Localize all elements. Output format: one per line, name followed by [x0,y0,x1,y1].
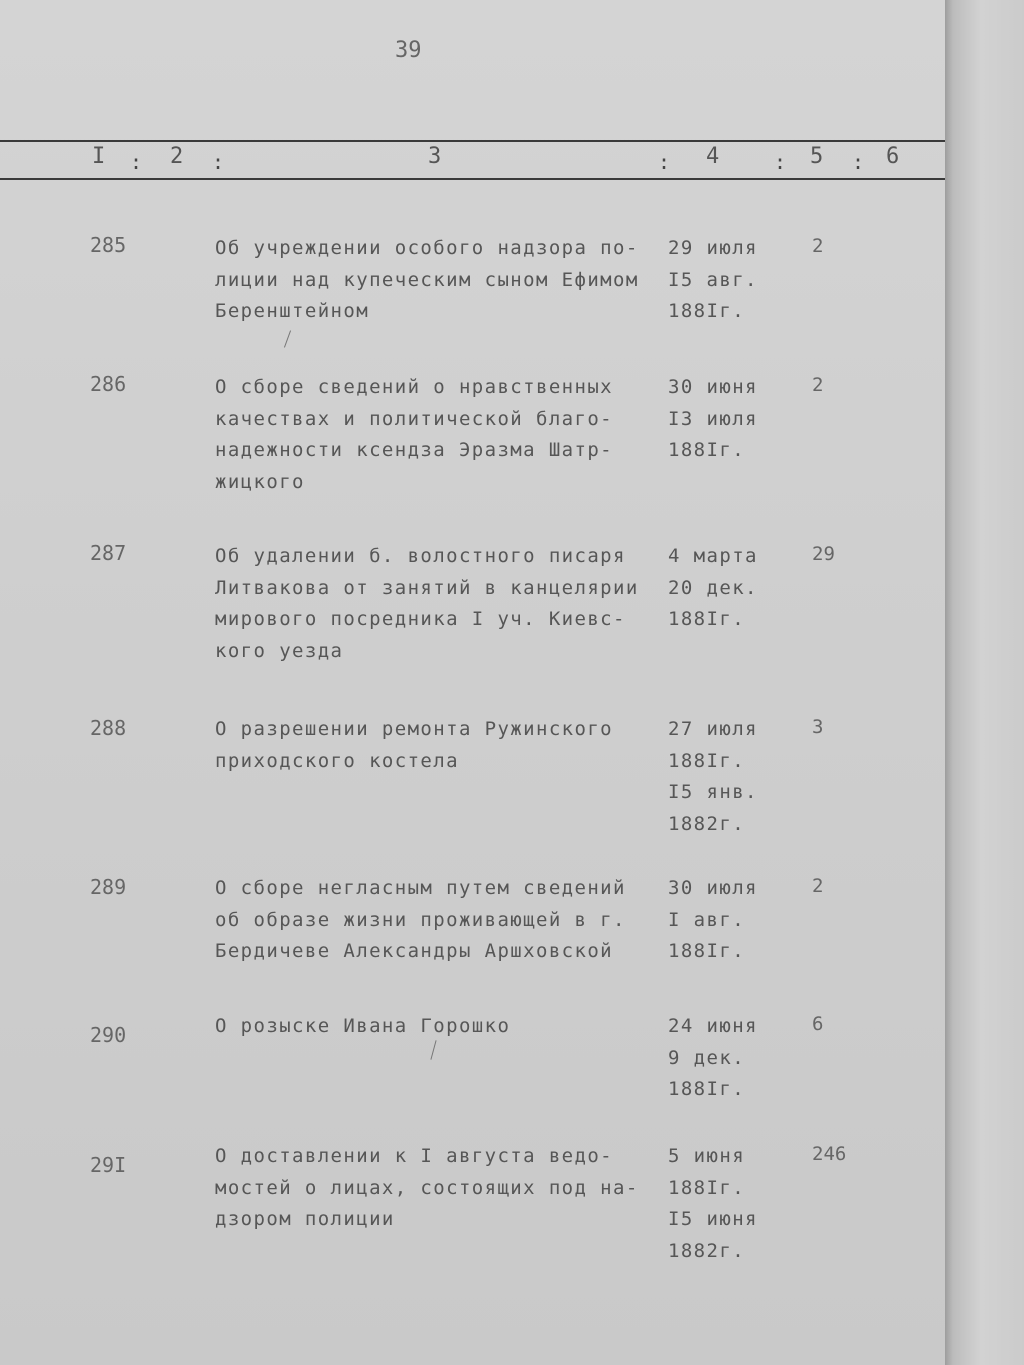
entry-title-line: кого уезда [215,639,344,662]
entry-title-line: об образе жизни проживающей в г. [215,908,626,931]
entry-number: 285 [90,233,127,257]
entry-title-line: О доставлении к I августа ведо- [215,1145,614,1167]
entry-number: 286 [90,372,127,396]
entry-number: 290 [90,1023,127,1047]
page-edge [945,0,1024,1365]
entry-date-line: 9 дек. [668,1046,746,1069]
entry-date-line: 1882г. [668,1239,746,1262]
entry-sheet-count: 246 [812,1143,847,1165]
column-header-6: 6 [886,144,900,169]
entry-sheet-count: 2 [812,875,824,897]
entry-title-line: Литвакова от занятий в канцелярии [215,576,639,599]
column-header-5: 5 [810,144,824,169]
column-header-4: 4 [706,144,720,169]
column-separator: : [658,150,671,174]
entry-title [215,1141,665,1236]
entry-title-line: качествах и политической благо- [215,407,614,430]
entry-date-line: I5 янв. [668,781,758,803]
entry-date-line: 188Iг. [668,1176,746,1199]
entry-date-line: I5 авг. [668,268,758,291]
entry-date-line: 188Iг. [668,1078,746,1100]
entry-title [215,541,665,667]
entry-title-line: жицкого [215,470,305,493]
entry-date-line: I5 июня [668,1208,758,1230]
entry-sheet-count: 2 [812,374,824,396]
entry-dates [668,372,798,467]
entry-title [215,714,665,777]
column-header-2: 2 [170,144,184,169]
entry-title-line: Об удалении б. волостного писаря [215,545,626,567]
column-header-3: 3 [428,144,442,169]
entry-title-line: мостей о лицах, состоящих под на- [215,1176,639,1199]
entry-title-line: О разрешении ремонта Ружинского [215,718,614,740]
entry-title-line: надежности ксендза Эразма Шатр- [215,439,614,461]
entry-date-line: 4 марта [668,545,758,567]
column-header-1: I [92,144,106,169]
entry-number: 288 [90,716,127,740]
entry-date-line: 188Iг. [668,940,746,962]
header-top-rule [0,140,945,142]
entry-title-line: Бердичеве Александры Аршховской [215,940,614,962]
entry-date-line: 188Iг. [668,749,746,772]
entry-date-line: 30 июня [668,376,758,398]
entry-date-line: 27 июля [668,718,758,740]
entry-dates [668,1011,798,1106]
entry-date-line: 20 дек. [668,576,758,599]
pencil-mark [430,1040,436,1060]
entry-number: 29I [90,1153,127,1177]
entry-dates [668,233,798,328]
entry-title [215,873,665,968]
entry-title-line: приходского костела [215,749,459,772]
entry-title-line: Беренштейном [215,300,370,322]
column-separator: : [774,150,787,174]
entry-title [215,372,665,498]
entry-title-line: Об учреждении особого надзора по- [215,237,639,259]
entry-number: 289 [90,875,127,899]
entry-title-line: дзором полиции [215,1208,395,1230]
entry-number: 287 [90,541,127,565]
entry-dates [668,1141,798,1267]
entry-title [215,233,665,328]
entry-title-line: лиции над купеческим сыном Ефимом [215,268,639,291]
entry-date-line: 188Iг. [668,300,746,322]
entry-date-line: I авг. [668,908,746,931]
entry-date-line: 188Iг. [668,439,746,461]
entry-title-line: О розыске Ивана Горошко [215,1015,511,1037]
column-separator: : [212,150,225,174]
header-bottom-rule [0,178,945,180]
pencil-mark [284,330,291,347]
entry-dates [668,541,798,636]
entry-date-line: 5 июня [668,1145,746,1167]
entry-title-line: мирового посредника I уч. Киевс- [215,608,626,630]
column-separator: : [852,150,865,174]
entry-sheet-count: 2 [812,235,824,257]
entry-date-line: 1882г. [668,812,746,835]
entry-date-line: I3 июля [668,407,758,430]
entry-title [215,1011,665,1043]
column-separator: : [130,150,143,174]
entry-dates [668,714,798,840]
entry-sheet-count: 29 [812,543,835,565]
entry-date-line: 188Iг. [668,608,746,630]
entry-dates [668,873,798,968]
entry-date-line: 30 июля [668,877,758,899]
entry-date-line: 29 июля [668,237,758,259]
entry-date-line: 24 июня [668,1015,758,1037]
entry-sheet-count: 3 [812,716,824,738]
entry-sheet-count: 6 [812,1013,824,1035]
entry-title-line: О сборе сведений о нравственных [215,376,614,398]
entry-title-line: О сборе негласным путем сведений [215,877,626,899]
page-number: 39 [395,38,422,63]
